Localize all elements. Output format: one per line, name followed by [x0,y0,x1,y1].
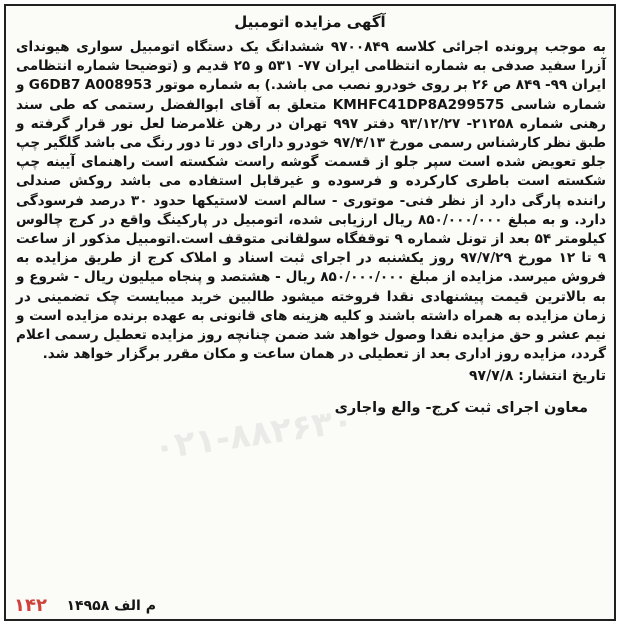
red-stamp: ۱۴۲ [14,595,47,616]
publish-date: تاریخ انتشار: ۹۷/۷/۸ [468,368,606,385]
signature: معاون اجرای ثبت کرج- والع واجاری [334,400,588,417]
watermark: ۰۲۱-۸۸۲۶۳۰ [151,400,356,469]
reference-code: م الف ۱۴۹۵۸ [66,598,156,614]
auction-notice [4,4,616,621]
notice-body: به موجب پرونده اجرائی کلاسه ۹۷۰۰۸۴۹ ششدانگ یک دستگاه اتومبیل سواری هیوندای آزرا سفید صدفی به شماره انتظامی ایران ۷۷- ۵۳۱ و ۲۵ قدیم و (توضیحا شماره انتظامی ایران ۹۹- ۸۴۹ ص ۲۶ بر روی خودرو نصب می باشد.) به شماره موتور G6DB7 A008953 و شماره شاسی KMHFC41DP8A299575 متعلق به آقای ابوالفضل رستمی که طی سند رهنی شماره ۲۱۲۵۸- ۹۳/۱۲/۲۷ دفتر ۹۹۷ تهران در رهن غلامرضا لعل نور قرار گرفته و طبق نظر کارشناس رسمی مورخ ۹۷/۴/۱۳ خودرو دارای دور تا دور رنگ می باشد گلگیر چپ جلو تعویض شده است سپر جلو از قسمت گوشه راست شکسته است راهنمای آیینه چپ شکسته است باطری کارکرده و فرسوده و غیرقابل استفاده می باشد روکش صندلی راننده پارگی دارد از نظر فنی- موتوری - سالم است لاستیکها حدود ۳۰ درصد فرسودگی دارد. و به مبلغ ۸۵۰/۰۰۰/۰۰۰ ریال ارزیابی شده، اتومبیل در پارکینگ واقع در کرج چالوس کیلومتر ۵۴ بعد از تونل شماره ۹ توقفگاه سولقانی متوقف است.اتومبیل مذکور از ساعت ۹ تا ۱۲ مورخ ۹۷/۷/۲۹ روز یکشنبه در اجرای ثبت اسناد و املاک کرج از طریق مزایده به فروش میرسد. مزایده از مبلغ ۸۵۰/۰۰۰/۰۰۰ ریال - هشتصد و پنجاه میلیون ریال - شروع و به بالاترین قیمت پیشنهادی نقدا فروخته میشود طالبین خرید میبایست چک تضمینی در زمان مزایده به همراه داشته باشند و کلیه هزینه های قانونی به عهده برنده مزایده است و نیم عشر و حق مزایده نقدا وصول خواهد شد ضمن چنانچه روز مزایده تعطیل رسمی اعلام گردد، مزایده روز اداری بعد از تعطیلی در همان ساعت و مکان مقرر برگزار خواهد شد. [16,39,607,363]
notice-title: آگهی مزایده اتومبیل [234,13,386,31]
